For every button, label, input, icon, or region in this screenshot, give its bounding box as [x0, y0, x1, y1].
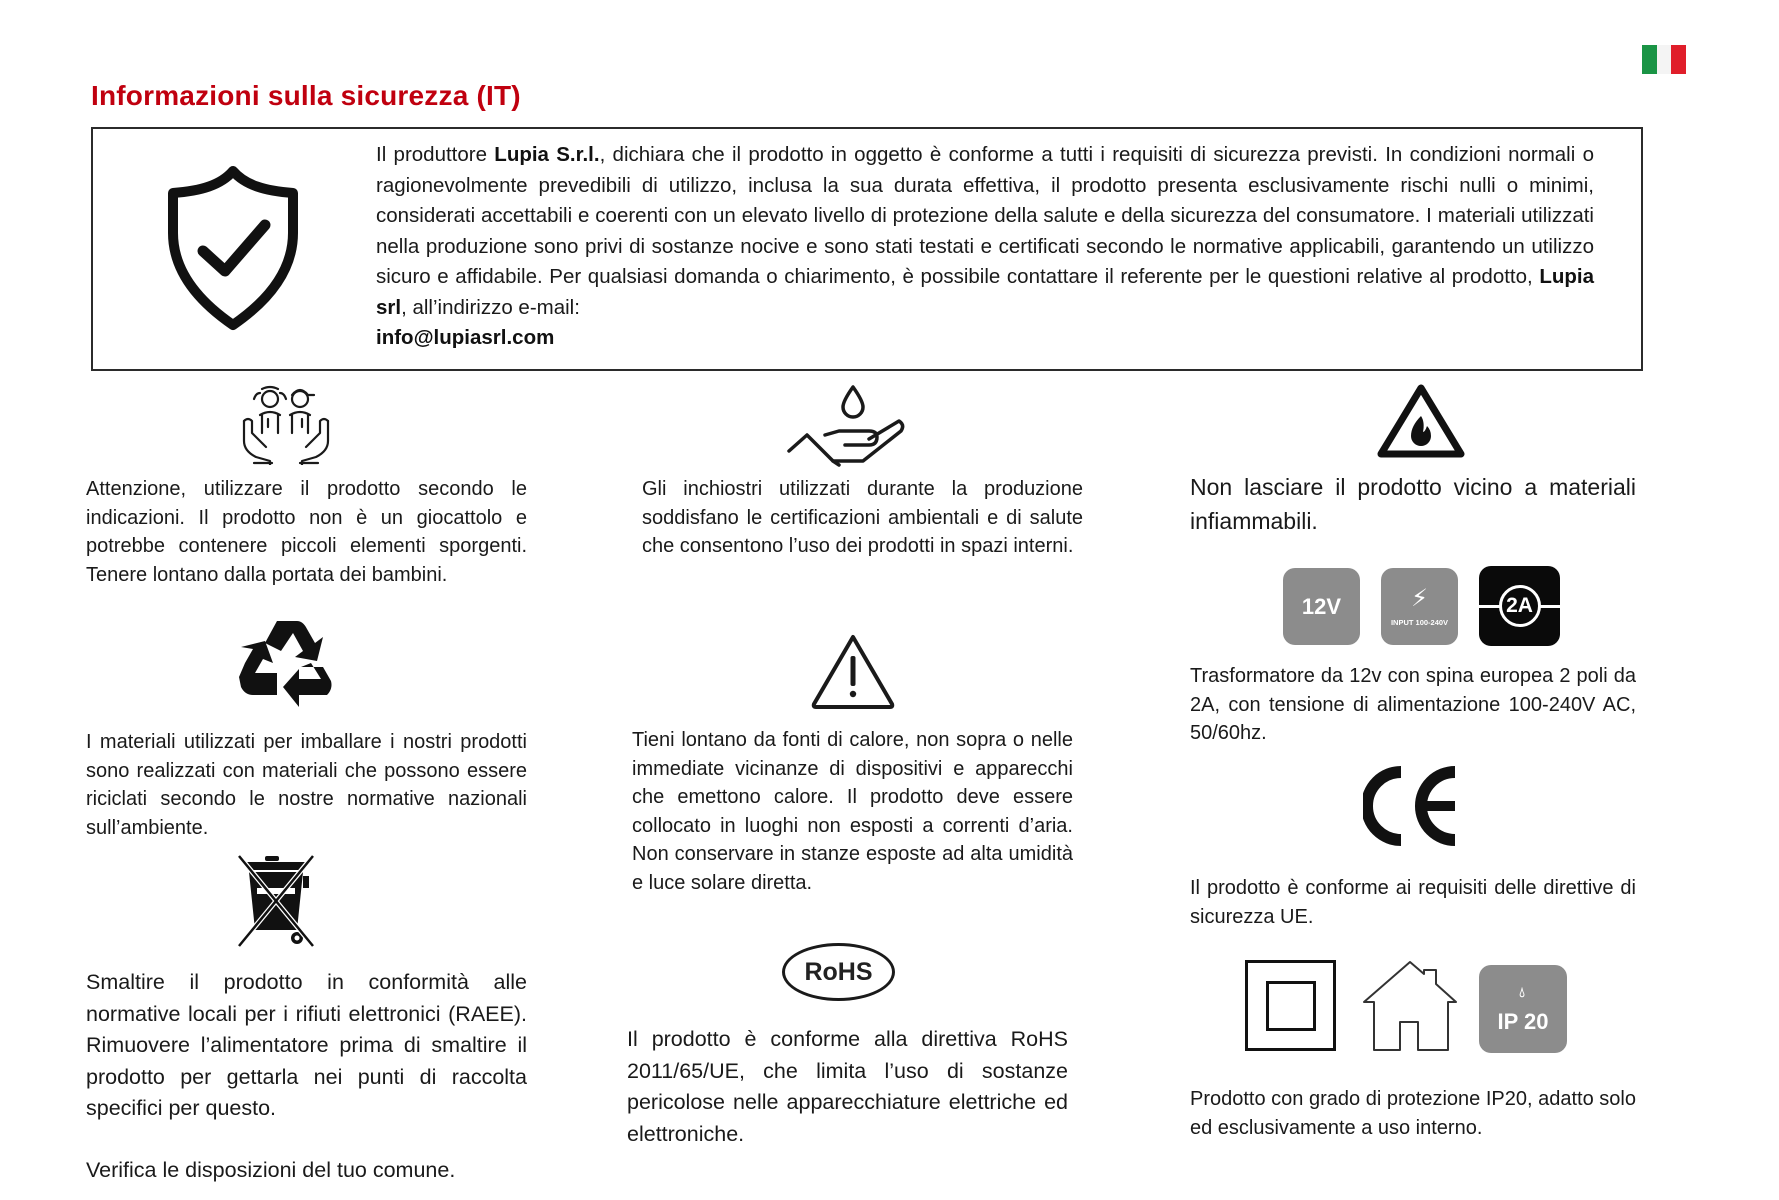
flammable-text: Non lasciare il prodotto vicino a materiali infiammabili.	[1190, 474, 1636, 534]
intro-text-3: , all’indirizzo e-mail:	[401, 295, 580, 319]
inks-text: Gli inchiostri utilizzati durante la produzione soddisfano le certificazioni ambientali e di salute che consentono l’uso dei prodotti in spazi interni.	[642, 478, 1083, 558]
flammable-warning-icon	[1375, 382, 1467, 460]
children-hands-icon	[240, 385, 332, 465]
indoor-house-icon	[1362, 960, 1458, 1052]
intro-text-1: Il produttore	[376, 143, 495, 166]
ip20-badge	[1479, 965, 1567, 1053]
italy-flag-icon	[1642, 45, 1686, 74]
contact-email[interactable]: info@lupiasrl.com	[376, 326, 555, 349]
company-name: Lupia S.r.l.	[494, 143, 600, 166]
input-voltage-badge	[1381, 568, 1458, 645]
current-badge	[1479, 566, 1560, 646]
heat-warning-text: Tieni lontano da fonti di calore, non sopra o nelle immediate vicinanze di dispositivi e apparecchi che emettono calore. Il prodotto deve essere collocato in luoghi non esposti a correnti d’aria. Non conservare in stanze esposte ad alta umidità e luce solare diretta.	[632, 729, 1073, 894]
power-supply-text: Trasformatore da 12v con spina europea 2 poli da 2A, con tensione di alimentazione 100-240V AC, 50/60hz.	[1190, 665, 1636, 744]
weee-municipality-note: Verifica le disposizioni del tuo comune.	[86, 1158, 456, 1182]
current-label: 2A	[1506, 594, 1533, 617]
weee-disposal-text: Smaltire il prodotto in conformità alle normative locali per i rifiuti elettronici (RAEE). Rimuovere l’alimentatore prima di smaltire il prodotto per gettarla nei punti di raccolta specifici per questo.	[86, 970, 527, 1120]
rohs-logo: RoHS	[782, 943, 895, 1001]
input-voltage-label: INPUT 100-240V	[1390, 618, 1449, 627]
rohs-text: Il prodotto è conforme alla direttiva RoHS 2011/65/UE, che limita l’uso di sostanze pericolose nelle apparecchiature elettriche ed elettroniche.	[627, 1027, 1068, 1146]
voltage-label: 12V	[1301, 593, 1342, 619]
water-drops-icon: 💧︎	[1519, 983, 1527, 1000]
lightning-icon: ⚡︎	[1411, 585, 1428, 612]
ce-text: Il prodotto è conforme ai requisiti delle direttive di sicurezza UE.	[1190, 877, 1636, 928]
intro-text-2: , dichiara che il prodotto in oggetto è conforme a tutti i requisiti di sicurezza previsti. In condizioni normali o ragionevolmente prevedibili di utilizzo, inclusa la sua durata effettiva, il prodotto presenta esclusivamente rischi nulli o minimi, considerati accettabili e coerenti con un elevato livello di protezione della salute e della sicurezza del consumatore. I materiali utilizzati nella produzione sono privi di sostanze nocive e sono stati testati e certificati secondo le normative applicabili, garantendo un utilizzo sicuro e affidabile. Per qualsiasi domanda o chiarimento, è possibile contattare il referente per le questioni relative al prodotto,	[376, 143, 1594, 288]
voltage-badge	[1283, 568, 1360, 645]
crossed-bin-icon	[237, 854, 315, 948]
ce-mark	[1363, 766, 1459, 846]
recycle-icon	[237, 617, 335, 713]
contact-name: Lupia srl	[376, 265, 1594, 319]
ip20-label: IP 20	[1497, 1008, 1549, 1034]
water-drop-hand-icon	[785, 383, 909, 467]
recycle-text: I materiali utilizzati per imballare i nostri prodotti sono realizzati con materiali che possono essere riciclati secondo le nostre normative nazionali sull’ambiente.	[86, 731, 527, 839]
warning-triangle-icon	[810, 632, 896, 710]
safety-declaration-text	[376, 140, 1594, 354]
ip-rating-text: Prodotto con grado di protezione IP20, adatto solo ed esclusivamente a uso interno.	[1190, 1088, 1636, 1139]
page-title: Informazioni sulla sicurezza (IT)	[91, 80, 521, 111]
double-insulation-icon	[1245, 960, 1336, 1051]
children-warning-text: Attenzione, utilizzare il prodotto secondo le indicazioni. Il prodotto non è un giocattolo e potrebbe contenere piccoli elementi sporgenti. Tenere lontano dalla portata dei bambini.	[86, 478, 527, 586]
shield-check-icon	[163, 163, 303, 333]
